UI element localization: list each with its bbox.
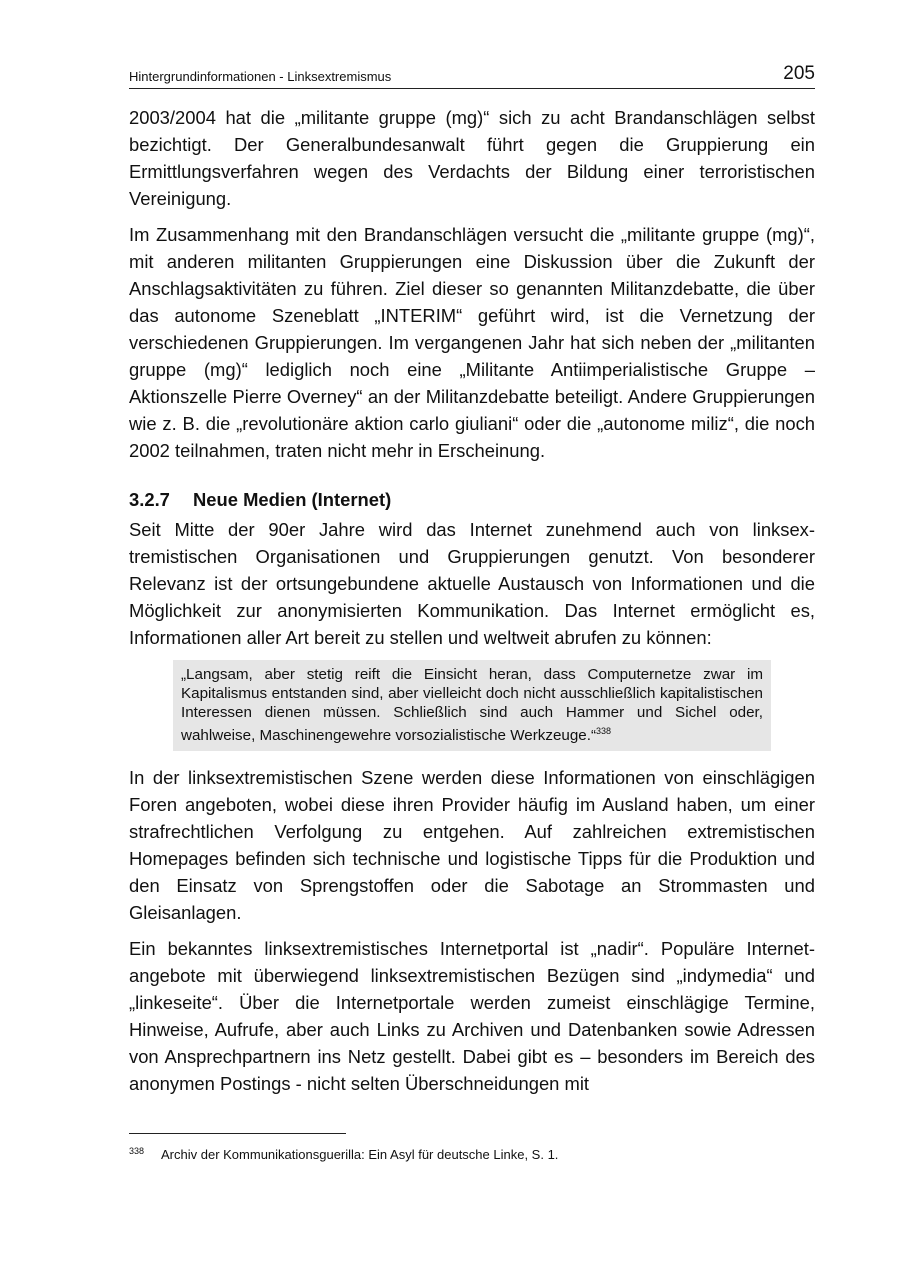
section-heading — [129, 486, 815, 513]
footnote — [129, 1147, 558, 1162]
page-header — [129, 62, 815, 89]
section-number: 3.2.7 — [129, 489, 170, 510]
page-body — [129, 104, 815, 1106]
running-head-title: Hintergrundinformationen - Linksextremismus — [129, 69, 392, 84]
block-quote — [173, 660, 771, 751]
quote-footnote-ref[interactable]: 338 — [596, 726, 612, 736]
paragraph-2: Im Zusammenhang mit den Brandanschlägen versucht die „militante gruppe (mg)“, mit anderen militanten Gruppierungen eine Diskussion über die Zukunft der Anschlagsaktivitäten zu führen. Ziel dieser so genannten Militanzdebatte, die über das autonome Szeneblatt „INTERIM“ geführt wird, ist die Vernetzung der verschiedenen Gruppierungen. Im vergangenen Jahr hat sich neben der „militanten gruppe (mg)“ lediglich noch eine „Militante Antiimperialistische Gruppe – Aktionszelle Pierre Overney“ an der Militanzdebatte beteiligt. Andere Gruppierungen wie z. B. die „revolutionäre aktion carlo giuliani“ oder die „autonome miliz“, die noch 2002 teilnahmen, traten nicht mehr in Erscheinung. — [129, 224, 815, 461]
paragraph-1: 2003/2004 hat die „militante gruppe (mg)“ sich zu acht Brandanschlägen selbst bezichtigt. Der Generalbundesanwalt führt gegen die Gruppierung ein Ermittlungsverfahren wegen des Verdachts der Bildung einer terroristischen Vereinigung. — [129, 107, 815, 209]
page-number: 205 — [783, 63, 815, 84]
quote-text: „Langsam, aber stetig reift die Einsicht heran, dass Computernetze zwar im Kapitalismus entstanden sind, aber vielleicht doch nicht ausschließlich kapitalistischen Interessen dienen müssen. Schließlich sind auch Hammer und Sichel oder, wahlweise, Maschinengewehre vorsozialistische Werkzeuge.“ — [181, 666, 763, 745]
section-title: Neue Medien (Internet) — [193, 489, 392, 510]
paragraph-5: Ein bekanntes linksextremistisches Internetportal ist „nadir“. Populäre Internetangebote mit überwiegend linksextremistischen Bezügen sind „indymedia“ und „linkeseite“. Über die Internetportale werden zumeist einschlägige Termine, Hinweise, Aufrufe, aber auch Links zu Archiven und Datenbanken sowie Adressen von Ansprechpartnern ins Netz gestellt. Dabei gibt es – besonders im Bereich des anonymen Postings - nicht selten Überschneidungen mit — [129, 938, 815, 1095]
paragraph-4: In der linksextremistischen Szene werden diese Informationen von einschlägigen Foren angeboten, wobei diese ihren Provider häufig im Ausland haben, um einer strafrechtlichen Verfolgung zu entgehen. Auf zahlreichen extremistischen Homepages befinden sich technische und logistische Tipps für die Produktion und den Einsatz von Sprengstoffen oder die Sabotage an Strommasten und Gleisanlagen. — [129, 767, 815, 924]
footnote-text: Archiv der Kommunikationsguerilla: Ein Asyl für deutsche Linke, S. 1. — [161, 1147, 559, 1162]
paragraph-3: Seit Mitte der 90er Jahre wird das Internet zunehmend auch von linksextremistischen Organisationen und Gruppierungen genutzt. Von besonderer Relevanz ist der ortsungebundene aktuelle Austausch von Informationen und die Möglichkeit zur anonymisierten Kommunikation. Das Internet ermöglicht es, Informationen aller Art bereit zu stellen und weltweit abrufen zu können: — [129, 519, 815, 648]
footnote-number: 338 — [129, 1146, 145, 1156]
footnote-divider — [129, 1133, 346, 1134]
